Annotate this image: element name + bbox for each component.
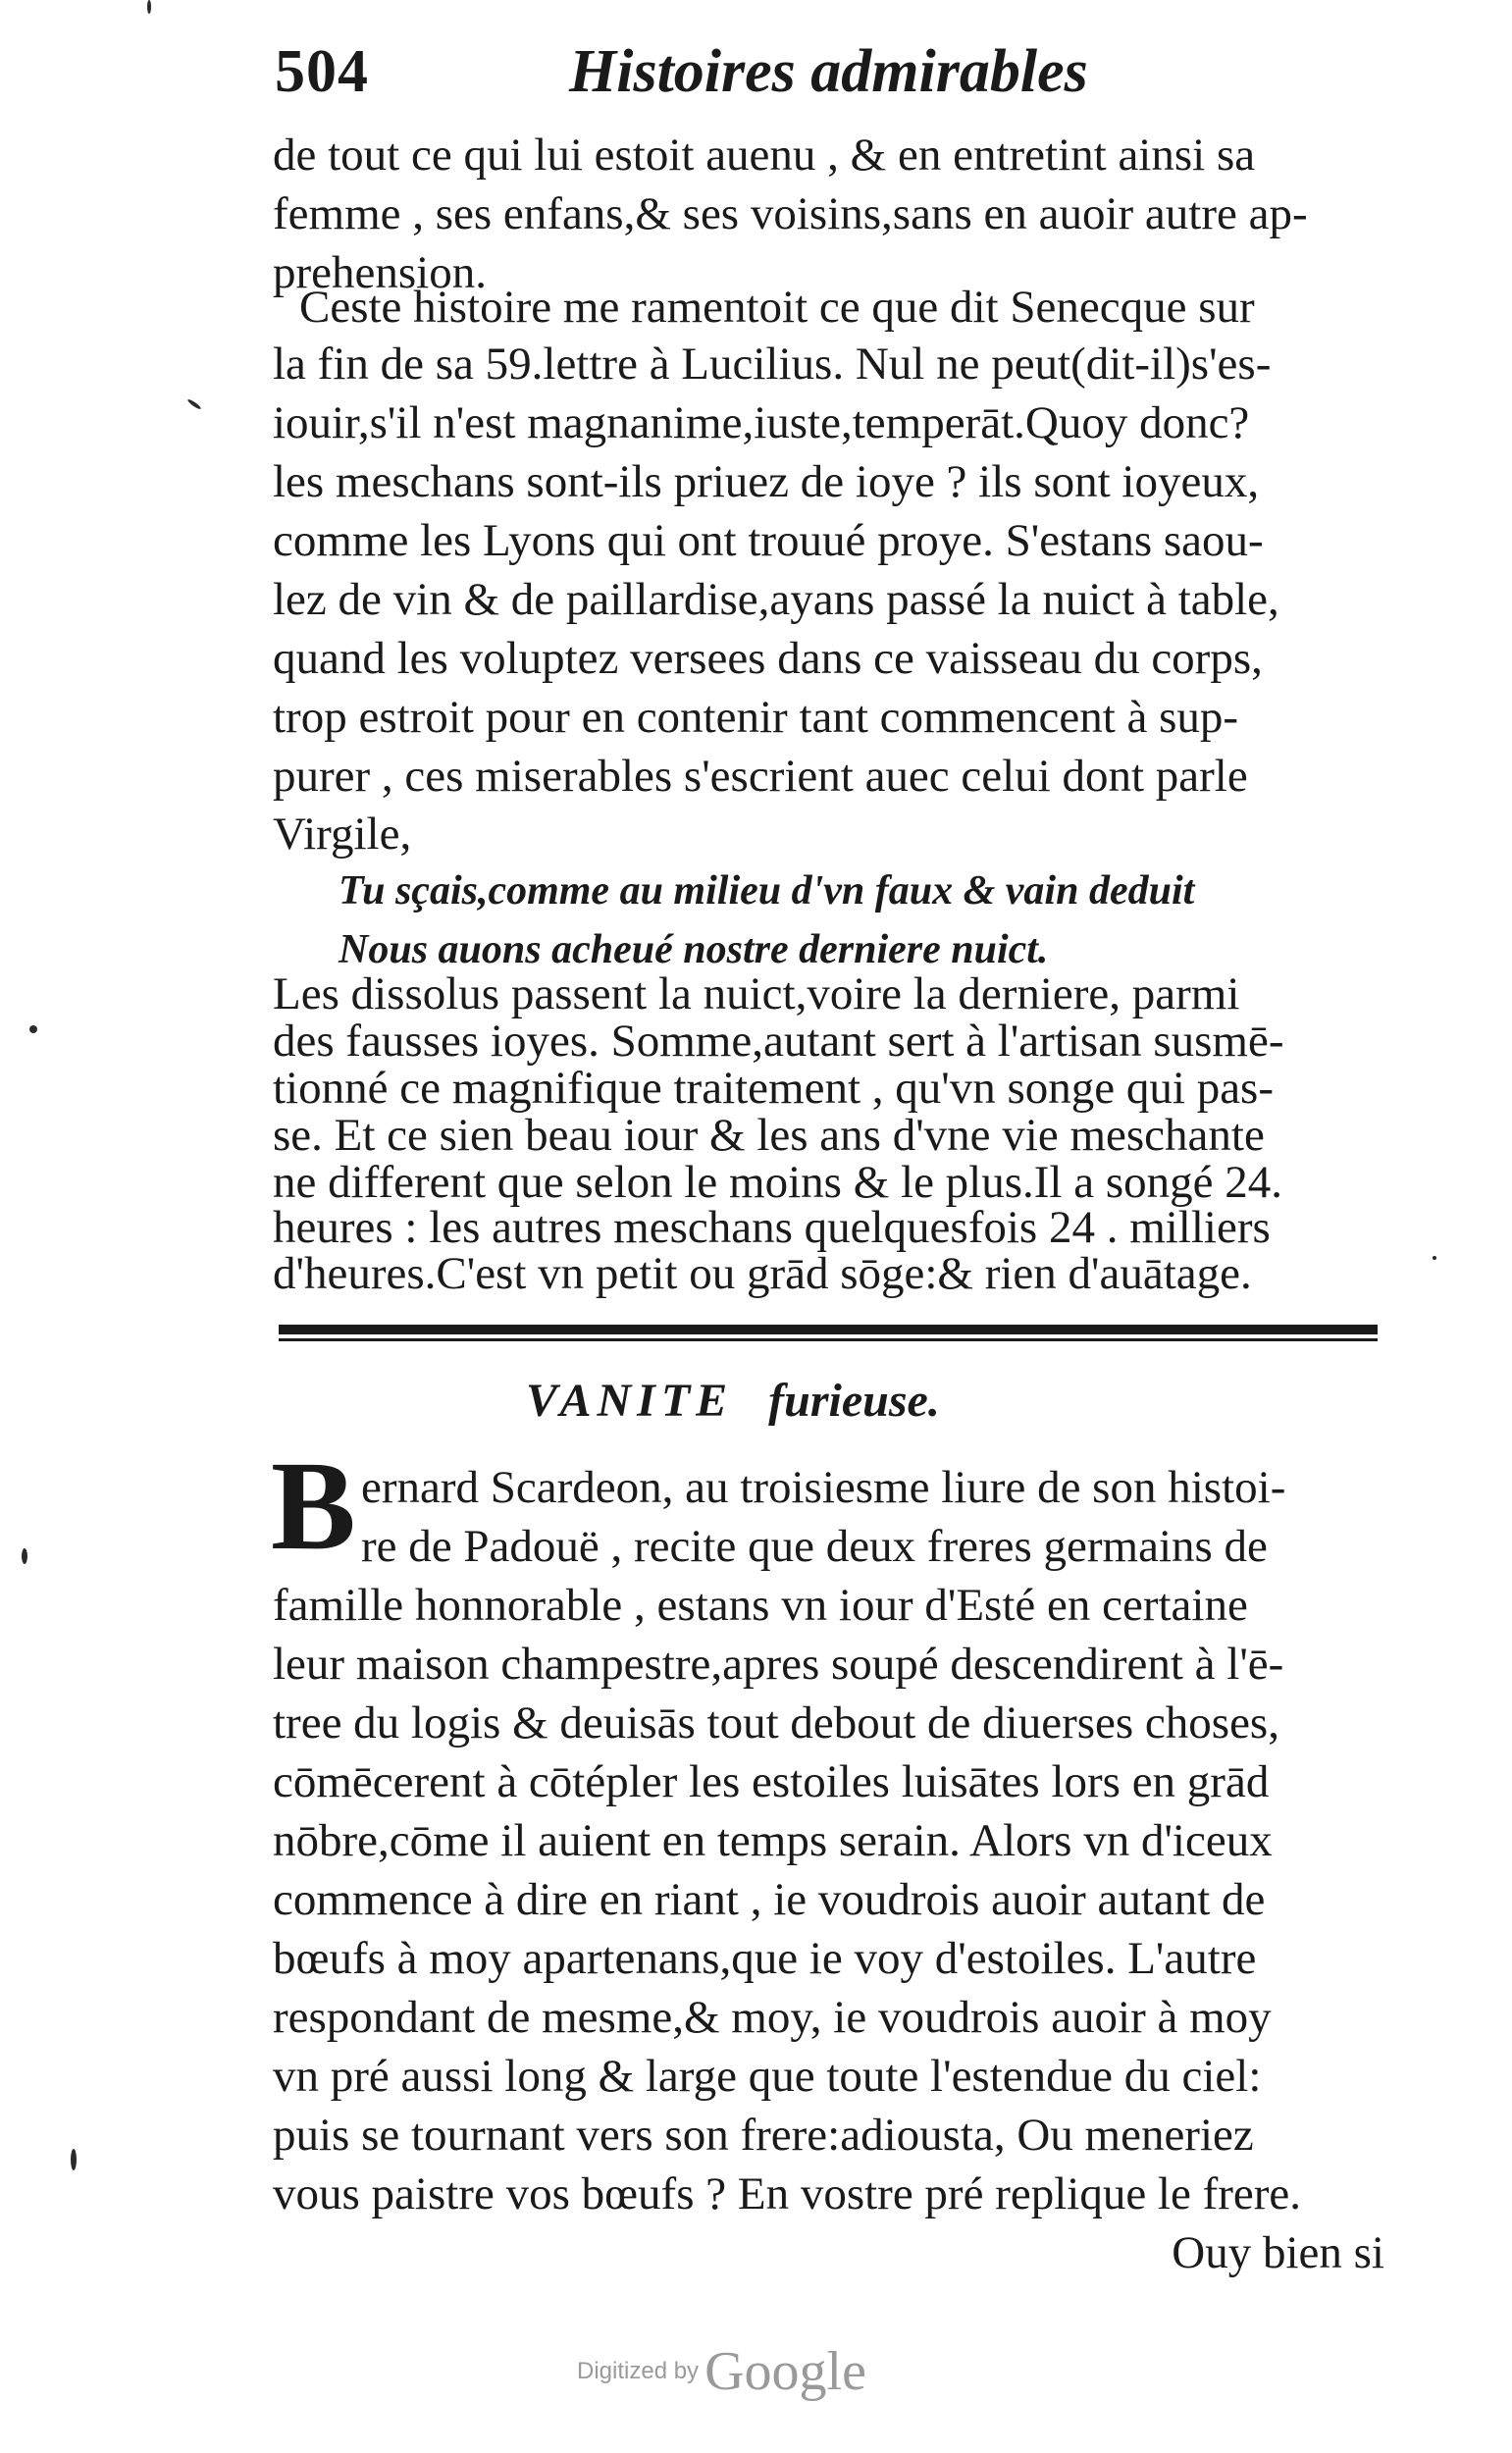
text-line: tionné ce magnifique traitement , qu'vn songe qui pas- (273, 1063, 1275, 1114)
text-line: trop estroit pour en contenir tant commencent à sup- (273, 692, 1239, 743)
verse-line: Tu sçais,comme au milieu d'vn faux & vain deduit (339, 868, 1195, 913)
page-header (275, 37, 1383, 126)
drop-cap: B (271, 1435, 356, 1577)
watermark-prefix: Digitized by (577, 2358, 700, 2384)
text-line: heures : les autres meschans quelquesfois 24 . milliers (273, 1202, 1271, 1253)
scan-speck (71, 2149, 77, 2170)
text-line: bœufs à moy apartenans,que ie voy d'estoiles. L'autre (273, 1933, 1257, 1984)
text-line: d'heures.C'est vn petit ou grād sōge:& rien d'auātage. (273, 1248, 1252, 1299)
text-line: comme les Lyons qui ont trouué proye. S'estans saou- (273, 515, 1264, 566)
text-line: cōmēcerent à cōtépler les estoiles luisātes lors en grād (273, 1756, 1270, 1807)
text-line: Les dissolus passent la nuict,voire la derniere, parmi (273, 968, 1240, 1019)
text-line: lez de vin & de paillardise,ayans passé la nuict à table, (273, 574, 1279, 625)
section-subtitle: furieuse. (768, 1375, 940, 1427)
scan-speck (186, 398, 201, 410)
text-line: leur maison champestre,apres soupé descendirent à l'ē- (273, 1639, 1284, 1690)
scan-speck (1433, 1256, 1436, 1260)
text-line: des fausses ioyes. Somme,autant sert à l'artisan susmē- (273, 1016, 1284, 1067)
text-line: tree du logis & deuisās tout debout de diuerses choses, (273, 1697, 1279, 1748)
section-heading (526, 1374, 940, 1428)
verse-line: Nous auons acheué nostre derniere nuict. (339, 927, 1049, 972)
catchword: Ouy bien si (1172, 2227, 1384, 2278)
scan-speck (22, 1548, 27, 1564)
watermark-brand: Google (704, 2341, 866, 2402)
text-line: de tout ce qui lui estoit auenu , & en entretint ainsi sa (273, 130, 1256, 181)
text-line: commence à dire en riant , ie voudrois auoir autant de (273, 1874, 1266, 1925)
text-line: famille honnorable , estans vn iour d'Esté en certaine (273, 1580, 1248, 1631)
scan-speck (147, 0, 151, 14)
text-line: Ceste histoire me ramentoit ce que dit Senecque sur (299, 282, 1255, 333)
text-line: se. Et ce sien beau iour & les ans d'vne vie meschante (273, 1110, 1265, 1161)
running-title: Histoires admirables (569, 38, 1088, 105)
text-line: vous paistre vos bœufs ? En vostre pré replique le frere. (273, 2168, 1302, 2219)
text-line: vn pré aussi long & large que toute l'estendue du ciel: (273, 2051, 1262, 2102)
section-title: VANITE (526, 1375, 734, 1427)
text-line: iouir,s'il n'est magnanime,iuste,temperāt.Quoy donc? (273, 397, 1250, 448)
section-divider (279, 1325, 1378, 1334)
text-line: femme , ses enfans,& ses voisins,sans en auoir autre ap- (273, 188, 1308, 239)
text-line: ernard Scardeon, au troisiesme liure de son histoi- (361, 1462, 1286, 1513)
scan-speck (29, 1025, 37, 1033)
text-line: re de Padouë , recite que deux freres germains de (361, 1521, 1268, 1572)
text-line: prehension. (273, 247, 487, 298)
text-line: la fin de sa 59.lettre à Lucilius. Nul ne peut(dit-il)s'es- (273, 339, 1272, 390)
text-line: ne different que selon le moins & le plus.Il a songé 24. (273, 1157, 1282, 1208)
text-line: puis se tournant vers son frere:adiousta, Ou meneriez (273, 2110, 1254, 2161)
text-line: Virgile, (273, 809, 412, 860)
text-line: respondant de mesme,& moy, ie voudrois auoir à moy (273, 1992, 1272, 2043)
section-divider-thin (279, 1338, 1378, 1341)
page-number: 504 (275, 38, 369, 105)
text-line: quand les voluptez versees dans ce vaisseau du corps, (273, 633, 1263, 684)
text-line: nōbre,cōme il auient en temps serain. Alors vn d'iceux (273, 1815, 1273, 1866)
text-line: purer , ces miserables s'escrient auec celui dont parle (273, 751, 1248, 802)
text-line: les meschans sont-ils priuez de ioye ? ils sont ioyeux, (273, 456, 1260, 507)
digitized-watermark (577, 2340, 866, 2403)
